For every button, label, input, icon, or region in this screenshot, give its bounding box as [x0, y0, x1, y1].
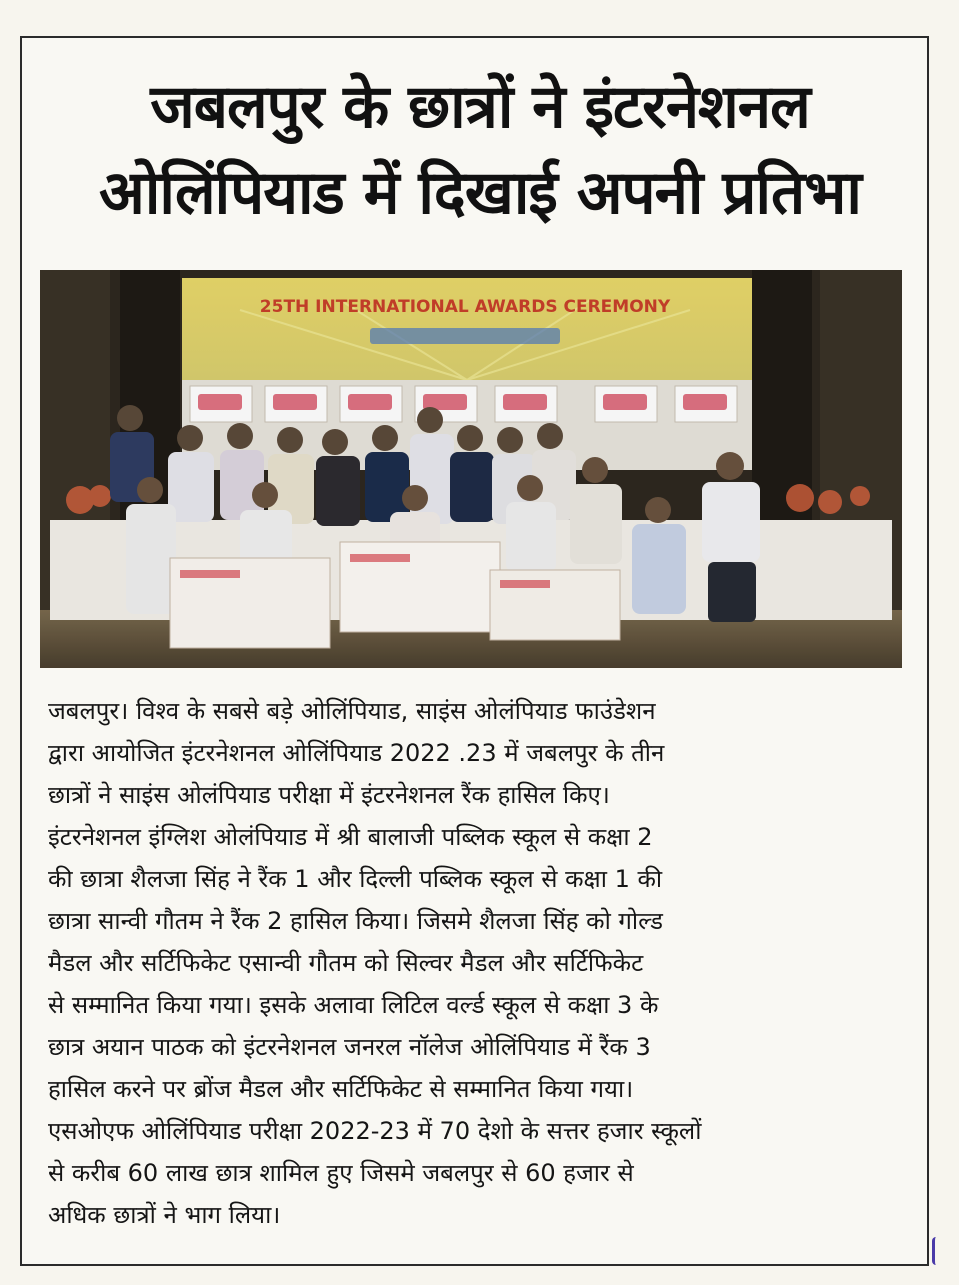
body-line: मैडल और सर्टिफिकेट एसान्वी गौतम को सिल्वर मैडल और सर्टिफिकेट: [48, 949, 644, 977]
body-line: से सम्मानित किया गया। इसके अलावा लिटिल वर्ल्ड स्कूल से कक्षा 3 के: [48, 991, 659, 1019]
headline-line-1: जबलपुर के छात्रों ने इंटरनेशनल: [150, 72, 810, 142]
event-photo: [40, 270, 902, 668]
body-line: अधिक छात्रों ने भाग लिया।: [48, 1201, 281, 1229]
body-line: छात्रा सान्वी गौतम ने रैंक 2 हासिल किया। जिसमे शैलजा सिंह को गोल्ड: [48, 907, 663, 935]
body-line: हासिल करने पर ब्रोंज मैडल और सर्टिफिकेट से सम्मानित किया गया।: [48, 1075, 634, 1103]
pen-mark: [932, 1237, 945, 1265]
event-photo-illustration: [40, 270, 902, 668]
headline: [28, 64, 932, 236]
body-line: छात्रों ने साइंस ओलंपियाड परीक्षा में इंटरनेशनल रैंक हासिल किए।: [48, 781, 610, 809]
body-line: एसओएफ ओलिंपियाड परीक्षा 2022-23 में 70 देशो के सत्तर हजार स्कूलों: [48, 1117, 702, 1145]
article-body: [48, 690, 890, 1236]
body-line: इंटरनेशनल इंग्लिश ओलंपियाड में श्री बालाजी पब्लिक स्कूल से कक्षा 2: [48, 823, 653, 851]
body-line: द्वारा आयोजित इंटरनेशनल ओलिंपियाड 2022 .23 में जबलपुर के तीन: [48, 739, 665, 767]
banner-text: 25TH INTERNATIONAL AWARDS CEREMONY: [259, 297, 671, 317]
body-line: की छात्रा शैलजा सिंह ने रैंक 1 और दिल्ली पब्लिक स्कूल से कक्षा 1 की: [48, 865, 663, 893]
body-line: छात्र अयान पाठक को इंटरनेशनल जनरल नॉलेज ओलिंपियाड में रैंक 3: [48, 1033, 651, 1061]
headline-line-2: ओलिंपियाड में दिखाई अपनी प्रतिभा: [99, 158, 861, 228]
body-line: से करीब 60 लाख छात्र शामिल हुए जिसमे जबलपुर से 60 हजार से: [48, 1159, 634, 1187]
body-line: जबलपुर। विश्व के सबसे बड़े ओलिंपियाड, साइंस ओलंपियाड फाउंडेशन: [48, 697, 656, 725]
